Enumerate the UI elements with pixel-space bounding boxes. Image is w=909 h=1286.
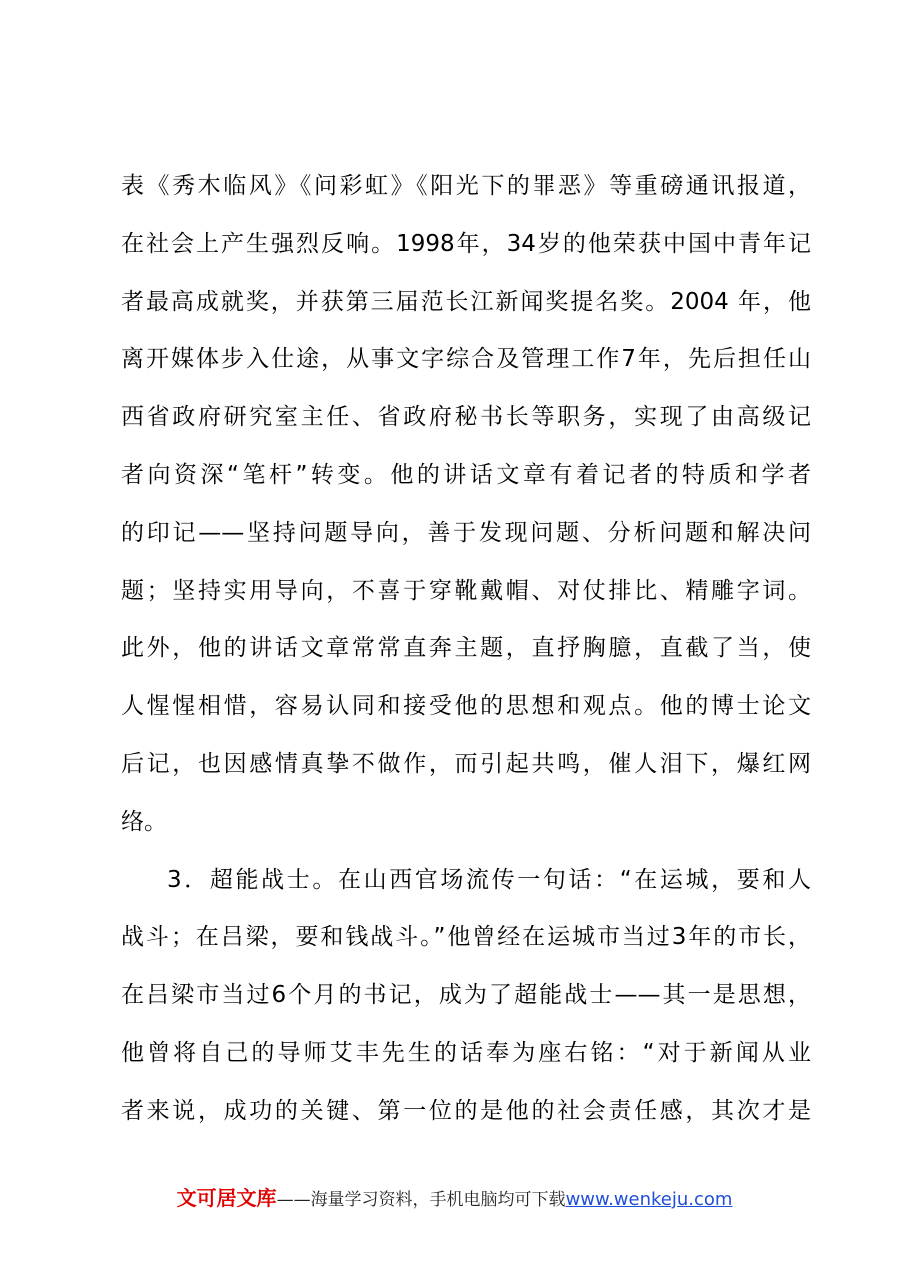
text-line: 战斗；在吕梁，要和钱战斗。”他曾经在运城市当过3年的市长， — [121, 924, 811, 951]
document-body — [121, 158, 811, 1141]
text-line: 者向资深“笔杆”转变。他的讲话文章有着记者的特质和学者 — [121, 461, 811, 488]
text-line: 离开媒体步入仕途，从事文字综合及管理工作7年，先后担任山 — [121, 346, 811, 373]
text-line: 西省政府研究室主任、省政府秘书长等职务，实现了由高级记 — [121, 404, 811, 431]
text-line: 者最高成就奖，并获第三届范长江新闻奖提名奖。2004 年，他 — [121, 288, 811, 315]
text-line: 题；坚持实用导向，不喜于穿靴戴帽、对仗排比、精雕字词。 — [121, 577, 811, 604]
footer-slogan: ——海量学习资料，手机电脑均可下载 — [276, 1190, 566, 1210]
text-line: 人惺惺相惜，容易认同和接受他的思想和观点。他的博士论文 — [121, 693, 811, 720]
text-line: 在吕梁市当过6个月的书记，成为了超能战士——其一是思想， — [121, 982, 811, 1009]
text-line: 络。 — [121, 808, 167, 835]
footer-site-link[interactable]: www.wenkeju.com — [565, 1189, 733, 1210]
text-line: 者来说，成功的关键、第一位的是他的社会责任感，其次才是 — [121, 1097, 811, 1124]
text-line: 在社会上产生强烈反响。1998年，34岁的他荣获中国中青年记 — [121, 230, 811, 257]
paragraph-start-line: 3．超能战士。在山西官场流传一句话：“在运城，要和人 — [167, 866, 811, 893]
footer-brand: 文可居文库 — [176, 1186, 277, 1210]
text-line: 他曾将自己的导师艾丰先生的话奉为座右铭：“对于新闻从业 — [121, 1039, 811, 1066]
text-line: 的印记——坚持问题导向，善于发现问题、分析问题和解决问 — [121, 519, 811, 546]
text-line: 后记，也因感情真挚不做作，而引起共鸣，催人泪下，爆红网 — [121, 750, 811, 777]
text-line: 表《秀木临风》《问彩虹》《阳光下的罪恶》等重磅通讯报道， — [121, 173, 811, 199]
text-line: 此外，他的讲话文章常常直奔主题，直抒胸臆，直截了当，使 — [121, 635, 811, 662]
page-footer — [0, 1182, 909, 1211]
